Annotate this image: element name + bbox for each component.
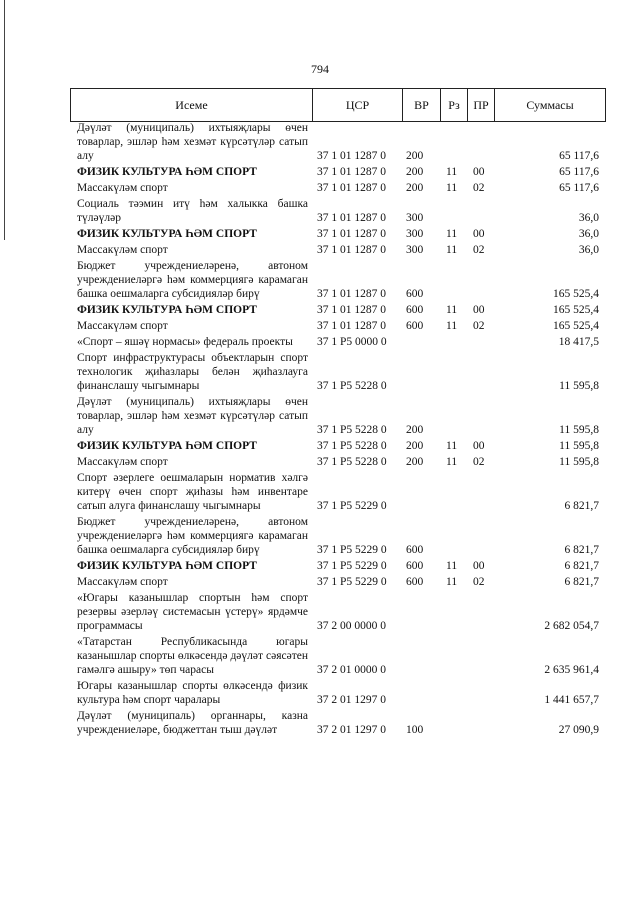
cell-vr: 600 <box>406 576 424 588</box>
table-row <box>70 335 604 349</box>
cell-csr: 37 1 P5 5229 0 <box>317 560 387 572</box>
cell-rz: 11 <box>446 456 458 468</box>
cell-csr: 37 1 P5 5229 0 <box>317 500 387 512</box>
cell-sum: 65 117,6 <box>559 150 599 162</box>
table-row <box>70 319 604 333</box>
table-row <box>70 575 604 589</box>
table-row <box>70 395 604 437</box>
cell-vr: 200 <box>406 456 424 468</box>
cell-sum: 18 417,5 <box>558 336 599 348</box>
cell-sum: 6 821,7 <box>564 544 599 556</box>
header-vr: ВР <box>403 89 441 121</box>
cell-name: Спорт инфраструктурасы объектларын спорт технологик җиһазлары белән җиһазлауга финанслашу чыгымнары <box>77 352 308 392</box>
cell-name: Массакүләм спорт <box>77 182 168 194</box>
cell-pr: 00 <box>473 440 485 452</box>
cell-csr: 37 1 P5 5229 0 <box>317 576 387 588</box>
cell-name: Массакүләм спорт <box>77 576 168 588</box>
cell-name: «Татарстан Республикасында югары казанышлар спорты өлкәсендә дәүләт сәясәтен гамәлгә ашыру» төп чарасы <box>77 636 308 676</box>
cell-name: «Югары казанышлар спортын һәм спорт резервы әзерләү системасын үстерү» ярдәмче программасы <box>77 592 308 632</box>
cell-rz: 11 <box>446 560 458 572</box>
cell-vr: 600 <box>406 320 424 332</box>
cell-rz: 11 <box>446 244 458 256</box>
cell-sum: 11 595,8 <box>559 456 599 468</box>
table-row <box>70 709 604 737</box>
table-header <box>70 88 606 122</box>
cell-name: ФИЗИК КУЛЬТУРА ҺӘМ СПОРТ <box>77 440 257 452</box>
table-row <box>70 351 604 393</box>
cell-name: Массакүләм спорт <box>77 456 168 468</box>
cell-name: Социаль тәэмин итү һәм халыкка башка түләүләр <box>77 198 308 224</box>
table-row <box>70 455 604 469</box>
cell-csr: 37 1 01 1287 0 <box>317 166 386 178</box>
header-name: Исеме <box>71 89 313 121</box>
cell-sum: 11 595,8 <box>559 424 599 436</box>
table-row <box>70 439 604 453</box>
table-row <box>70 165 604 179</box>
header-rz: Рз <box>441 89 468 121</box>
page-number: 794 <box>311 62 329 76</box>
cell-sum: 2 682 054,7 <box>544 620 599 632</box>
cell-name: Дәүләт (муниципаль) ихтыяҗлары өчен товарлар, эшләр һәм хезмәт күрсәтүләр сатып алу <box>77 396 308 436</box>
cell-csr: 37 1 01 1287 0 <box>317 228 386 240</box>
cell-pr: 02 <box>473 320 485 332</box>
cell-pr: 00 <box>473 166 485 178</box>
cell-csr: 37 1 01 1287 0 <box>317 320 386 332</box>
cell-sum: 65 117,6 <box>559 166 599 178</box>
cell-sum: 165 525,4 <box>553 288 599 300</box>
cell-vr: 200 <box>406 166 424 178</box>
cell-name: ФИЗИК КУЛЬТУРА ҺӘМ СПОРТ <box>77 166 257 178</box>
cell-pr: 02 <box>473 244 485 256</box>
cell-vr: 300 <box>406 244 424 256</box>
cell-name: Югары казанышлар спорты өлкәсендә физик культура һәм спорт чаралары <box>77 680 308 706</box>
cell-vr: 600 <box>406 288 424 300</box>
cell-vr: 600 <box>406 304 424 316</box>
cell-csr: 37 1 01 1287 0 <box>317 150 386 162</box>
table-row <box>70 197 604 225</box>
cell-vr: 300 <box>406 212 424 224</box>
table-row <box>70 121 604 163</box>
cell-csr: 37 2 00 0000 0 <box>317 620 386 632</box>
cell-vr: 200 <box>406 182 424 194</box>
cell-vr: 600 <box>406 544 424 556</box>
table-row <box>70 227 604 241</box>
cell-csr: 37 1 P5 0000 0 <box>317 336 387 348</box>
cell-sum: 36,0 <box>578 228 599 240</box>
cell-sum: 6 821,7 <box>564 576 599 588</box>
cell-name: Дәүләт (муниципаль) органнары, казна учреждениеләре, бюджеттан тыш дәүләт <box>77 710 308 736</box>
cell-vr: 100 <box>406 724 424 736</box>
cell-vr: 300 <box>406 228 424 240</box>
table-row <box>70 635 604 677</box>
cell-sum: 27 090,9 <box>558 724 599 736</box>
cell-rz: 11 <box>446 166 458 178</box>
table-row <box>70 591 604 633</box>
table-row <box>70 559 604 573</box>
cell-csr: 37 1 P5 5228 0 <box>317 424 387 436</box>
cell-csr: 37 1 P5 5228 0 <box>317 456 387 468</box>
cell-pr: 02 <box>473 182 485 194</box>
cell-rz: 11 <box>446 320 458 332</box>
cell-vr: 200 <box>406 440 424 452</box>
cell-rz: 11 <box>446 304 458 316</box>
cell-csr: 37 1 P5 5228 0 <box>317 380 387 392</box>
table-row <box>70 679 604 707</box>
cell-csr: 37 1 01 1287 0 <box>317 182 386 194</box>
cell-rz: 11 <box>446 228 458 240</box>
cell-sum: 36,0 <box>578 212 599 224</box>
cell-csr: 37 1 01 1287 0 <box>317 244 386 256</box>
table-row <box>70 243 604 257</box>
cell-vr: 200 <box>406 150 424 162</box>
cell-csr: 37 1 P5 5228 0 <box>317 440 387 452</box>
table-row <box>70 303 604 317</box>
cell-pr: 00 <box>473 560 485 572</box>
cell-csr: 37 2 01 1297 0 <box>317 724 386 736</box>
cell-name: Бюджет учреждениеләренә, автоном учреждениеләргә һәм коммерциягә карамаган башка оешмаларга субсидияләр бирү <box>77 516 308 556</box>
cell-sum: 165 525,4 <box>553 320 599 332</box>
cell-pr: 00 <box>473 304 485 316</box>
cell-pr: 00 <box>473 228 485 240</box>
cell-sum: 11 595,8 <box>559 380 599 392</box>
cell-name: «Спорт – яшәү нормасы» федераль проекты <box>77 336 293 348</box>
cell-sum: 2 635 961,4 <box>544 664 599 676</box>
cell-sum: 1 441 657,7 <box>544 694 599 706</box>
cell-csr: 37 1 P5 5229 0 <box>317 544 387 556</box>
header-sum: Суммасы <box>526 97 574 112</box>
header-pr: ПР <box>468 89 495 121</box>
cell-csr: 37 1 01 1287 0 <box>317 212 386 224</box>
cell-name: Спорт әзерлеге оешмаларын норматив хәлгә китерү өчен спорт җиһазы һәм инвентаре сатып алуга финанслашу чыгымнары <box>77 472 308 512</box>
cell-name: ФИЗИК КУЛЬТУРА ҺӘМ СПОРТ <box>77 560 257 572</box>
cell-sum: 165 525,4 <box>553 304 599 316</box>
page-edge-line <box>4 0 5 240</box>
cell-name: ФИЗИК КУЛЬТУРА ҺӘМ СПОРТ <box>77 304 257 316</box>
cell-rz: 11 <box>446 440 458 452</box>
cell-rz: 11 <box>446 182 458 194</box>
cell-name: Бюджет учреждениеләренә, автоном учреждениеләргә һәм коммерциягә карамаган башка оешмаларга субсидияләр бирү <box>77 260 308 300</box>
cell-name: Массакүләм спорт <box>77 244 168 256</box>
table-row <box>70 515 604 557</box>
cell-name: ФИЗИК КУЛЬТУРА ҺӘМ СПОРТ <box>77 228 257 240</box>
cell-pr: 02 <box>473 576 485 588</box>
cell-pr: 02 <box>473 456 485 468</box>
cell-sum: 6 821,7 <box>564 500 599 512</box>
cell-sum: 6 821,7 <box>564 560 599 572</box>
cell-sum: 65 117,6 <box>559 182 599 194</box>
cell-vr: 600 <box>406 560 424 572</box>
table-row <box>70 471 604 513</box>
table-row <box>70 181 604 195</box>
cell-csr: 37 2 01 0000 0 <box>317 664 386 676</box>
cell-name: Дәүләт (муниципаль) ихтыяҗлары өчен товарлар, эшләр һәм хезмәт күрсәтүләр сатып алу <box>77 122 308 162</box>
cell-csr: 37 1 01 1287 0 <box>317 288 386 300</box>
table-row <box>70 259 604 301</box>
header-csr: ЦСР <box>313 89 403 121</box>
cell-sum: 36,0 <box>578 244 599 256</box>
table-body <box>70 121 604 739</box>
cell-name: Массакүләм спорт <box>77 320 168 332</box>
cell-csr: 37 2 01 1297 0 <box>317 694 386 706</box>
cell-csr: 37 1 01 1287 0 <box>317 304 386 316</box>
cell-sum: 11 595,8 <box>559 440 599 452</box>
cell-rz: 11 <box>446 576 458 588</box>
cell-vr: 200 <box>406 424 424 436</box>
